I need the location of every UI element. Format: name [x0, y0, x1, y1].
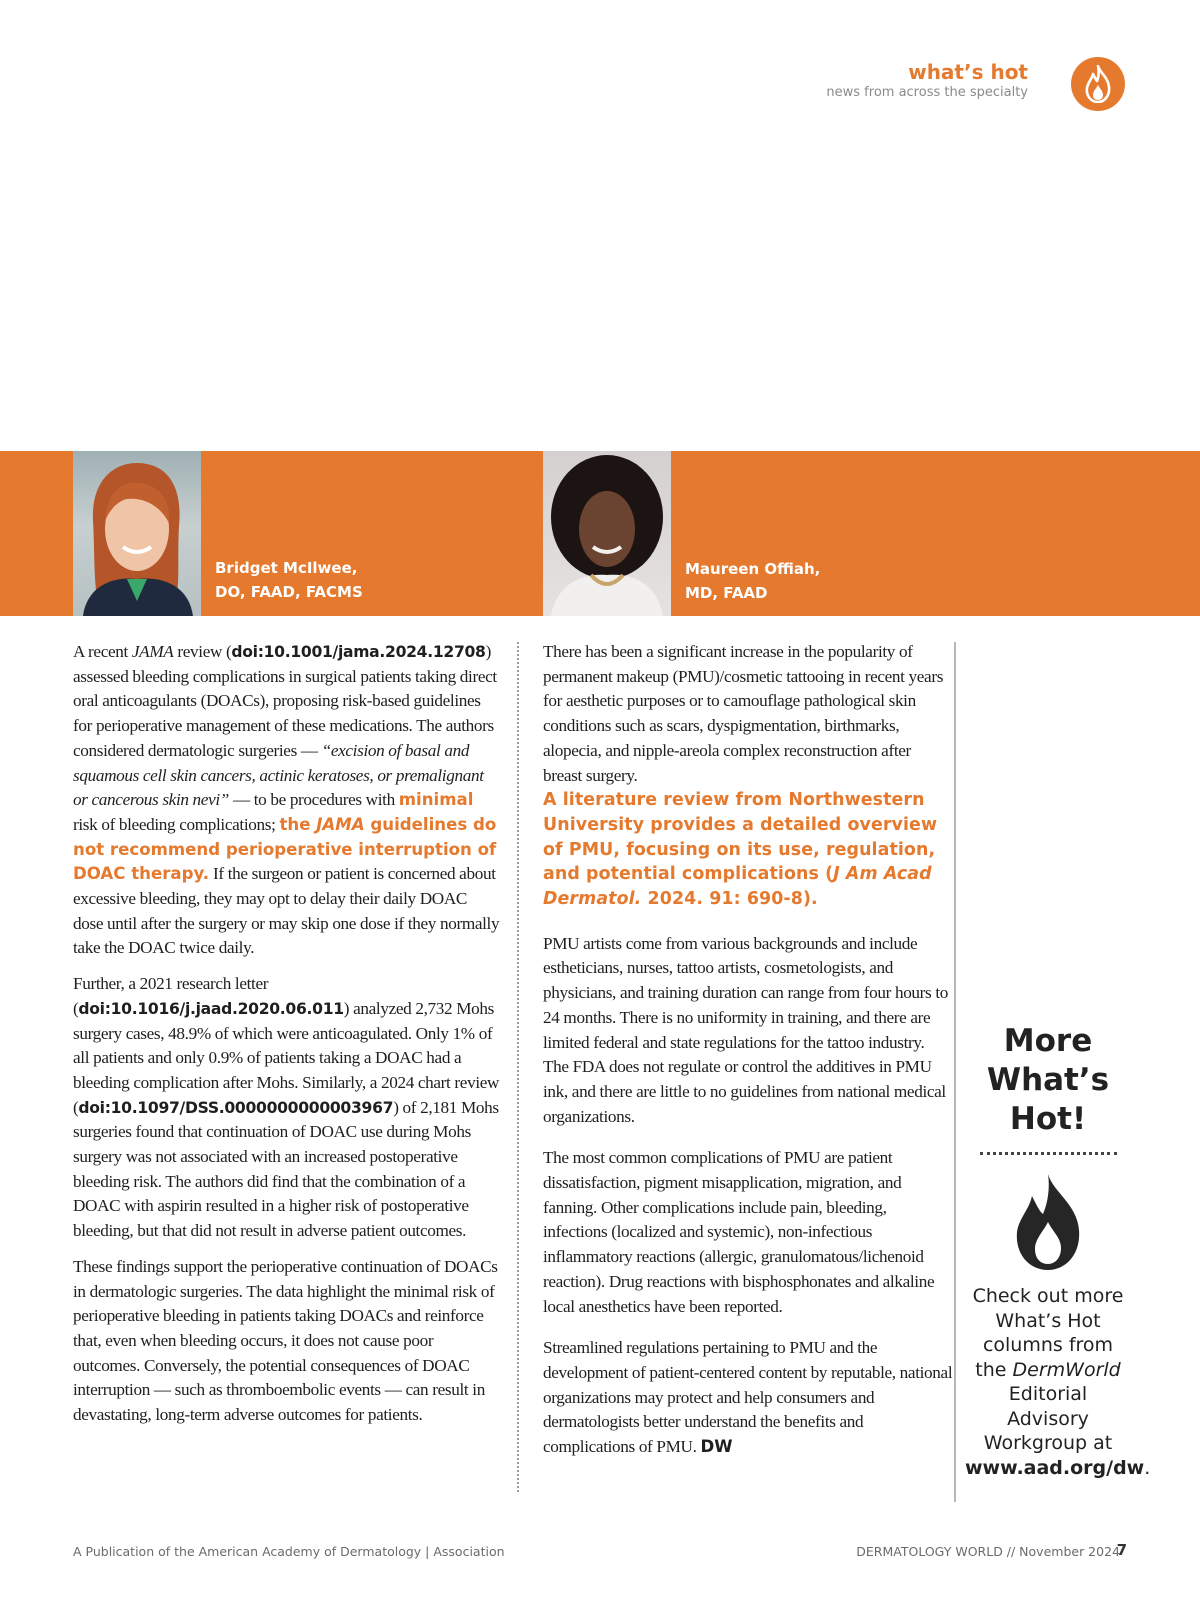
article-paragraph: Streamlined regulations pertaining to PMU and the development of patient-centered content by reputable, national organizations may protect and help consumers and dermatologists better understand the benefits and complications of PMU. DW [543, 1338, 953, 1457]
end-mark: DW [700, 1437, 733, 1457]
article-paragraph: These findings support the perioperative continuation of DOACs in dermatologic surgeries. The data highlight the minimal risk of perioperative bleeding in patients taking DOACs and reinforce that, even when bleeding occurs, it does not cause poor outcomes. Conversely, the potential consequences of DOAC interruption — such as thromboembolic events — can result in devastating, long-term adverse outcomes for patients. [73, 1256, 498, 1425]
author-photo-mcilwee [73, 451, 201, 616]
author-credentials: DO, FAAD, FACMS [215, 583, 363, 601]
article-paragraph: PMU artists come from various backgrounds and include estheticians, nurses, tattoo artists, cosmetologists, and physicians, and training duration can range from four hours to 24 months. There is no uniformity in training, and there are limited federal and state regulations for the tattoo industry. The FDA does not regulate or control the additives in PMU ink, and there are little to no guidelines from national medical organizations. [543, 933, 949, 1126]
author-credentials: MD, FAAD [685, 584, 768, 602]
footer-publication: A Publication of the American Academy of Dermatology | Association [73, 1544, 505, 1559]
sidebar-divider [954, 642, 956, 1502]
article-pmu [543, 640, 953, 1477]
author-name: Bridget McIlwee, [215, 559, 358, 577]
highlight-text: the JAMA guidelines do not recommend perioperative interruption of DOAC therapy. [73, 814, 497, 884]
doi-link[interactable]: doi:10.1016/j.jaad.2020.06.011 [78, 999, 344, 1018]
article-paragraph: Further, a 2021 research letter (doi:10.1016/j.jaad.2020.06.011) analyzed 2,732 Mohs surgery cases, 48.9% of which were anticoagulated. Only 1% of all patients and only 0.9% of patients taking a DOAC had a bleeding complication after Mohs. Similarly, a 2024 chart review (doi:10.1097/DSS.0000000000003967) of 2,181 Mohs surgeries found that continuation of DOAC use during Mohs surgery was not associated with an increased postoperative bleeding risk. The authors did find that the combination of a DOAC with aspirin resulted in a higher risk of postoperative bleeding, but that did not result in adverse patient outcomes. [73, 974, 500, 1241]
section-title: what’s hot [908, 60, 1028, 84]
article-paragraph: A recent JAMA review (doi:10.1001/jama.2024.12708) assessed bleeding complications in surgical patients taking direct oral anticoagulants (DOACs), proposing risk-based guidelines for perioperative management of these medications. The authors considered dermatologic surgeries — “excision of basal and squamous cell skin cancers, actinic keratoses, or premalignant or cancerous skin nevi” — to be procedures with minimal risk of bleeding complications; the JAMA guidelines do not recommend perioperative interruption of DOAC therapy. If the surgeon or patient is concerned about excessive bleeding, they may opt to delay their daily DOAC dose until after the surgery or may skip one dose if they normally take the DOAC twice daily. [73, 642, 500, 958]
author-byline-offiah [685, 557, 820, 605]
highlight-text: A literature review from Northwestern University provides a detailed overview of PMU, focusing on its use, regulation, and potential complications (J Am Acad Dermatol. 2024. 91: 690-8). [543, 790, 938, 910]
sidebar-callout: Check out more What’s Hot columns from the DermWorld Editorial Advisory Workgroup at www.aad.org/dw. [965, 1285, 1151, 1479]
fire-icon [1011, 1172, 1085, 1277]
section-subtitle: news from across the specialty [826, 85, 1028, 100]
author-byline-mcilwee [215, 556, 363, 604]
article-doac [73, 640, 501, 1439]
column-divider [517, 642, 519, 1492]
flame-icon [1071, 57, 1125, 111]
author-photo-offiah [543, 451, 671, 616]
author-name: Maureen Offiah, [685, 560, 821, 578]
section-header [826, 60, 1028, 102]
doi-link[interactable]: doi:10.1097/DSS.0000000000003967 [78, 1098, 394, 1117]
dotted-separator [980, 1152, 1117, 1155]
aad-link[interactable]: www.aad.org/dw [965, 1456, 1145, 1479]
footer-issue: DERMATOLOGY WORLD // November 2024 [856, 1544, 1120, 1559]
page-number: 7 [1116, 1541, 1127, 1559]
article-paragraph: There has been a significant increase in the popularity of permanent makeup (PMU)/cosmetic tattooing in recent years for aesthetic purposes or to camouflage pathological skin conditions such as scars, dyspigmentation, birthmarks, alopecia, and nipple-areola complex reconstruction after breast surgery. A literature review from Northwestern University provides a detailed overview of PMU, focusing on its use, regulation, and potential complications (J Am Acad Dermatol. 2024. 91: 690-8). [543, 640, 953, 912]
article-paragraph: The most common complications of PMU are patient dissatisfaction, pigment misapplication, migration, and fanning. Other complications include pain, bleeding, infections (localized and systemic), non-infectious inflammatory reactions (allergic, granulomatous/lichenoid reaction). Drug reactions with bisphosphonates and alkaline local anesthetics have been reported. [543, 1148, 935, 1316]
more-whats-hot-heading: More What’s Hot! [986, 1023, 1110, 1137]
doi-link[interactable]: doi:10.1001/jama.2024.12708 [231, 643, 486, 661]
